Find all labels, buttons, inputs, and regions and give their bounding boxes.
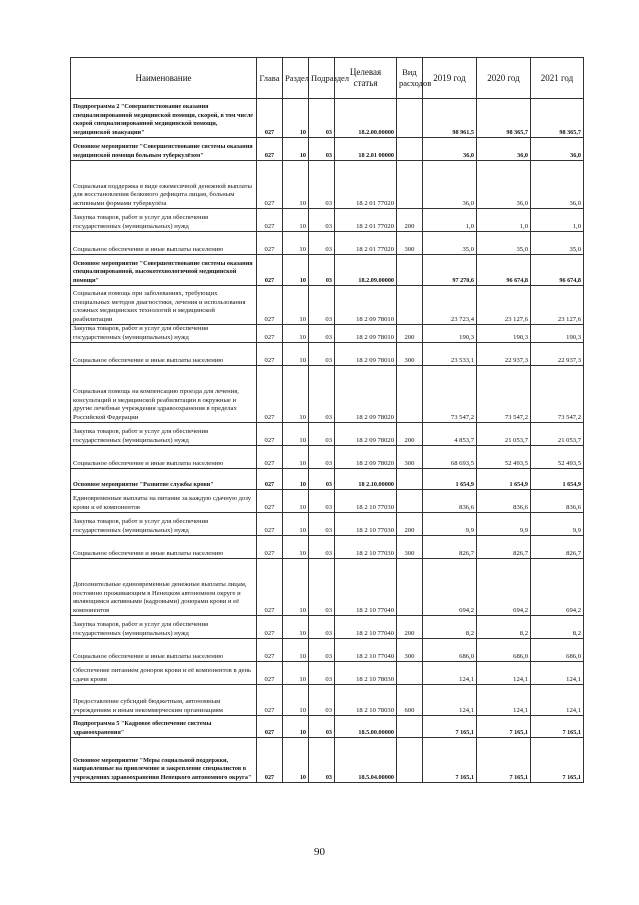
row-expense-type bbox=[397, 286, 423, 325]
row-2020: 694,2 bbox=[477, 559, 531, 616]
row-podrazdel: 03 bbox=[309, 685, 335, 716]
row-podrazdel: 03 bbox=[309, 639, 335, 662]
row-target-code: 18 2 09 78010 bbox=[335, 286, 397, 325]
row-2020: 7 165,1 bbox=[477, 738, 531, 783]
row-podrazdel: 03 bbox=[309, 209, 335, 232]
row-expense-type bbox=[397, 255, 423, 286]
table-row bbox=[71, 423, 584, 446]
row-glava: 027 bbox=[257, 255, 283, 286]
row-razdel: 10 bbox=[283, 366, 309, 423]
row-glava: 027 bbox=[257, 738, 283, 783]
row-2019: 124,1 bbox=[423, 662, 477, 685]
row-glava: 027 bbox=[257, 662, 283, 685]
row-glava: 027 bbox=[257, 343, 283, 366]
row-target-code: 18.5.00.00000 bbox=[335, 716, 397, 738]
row-name: Социальная поддержка в виде ежемесячной денежной выплаты для восстановления белкового дефицита лицам, больным активными формами туберкулёза bbox=[71, 161, 257, 209]
row-2021: 22 937,3 bbox=[531, 343, 584, 366]
row-name: Закупка товаров, работ и услуг для обеспечения государственных (муниципальных) нужд bbox=[71, 209, 257, 232]
row-name: Основное мероприятие "Меры социальной поддержки, направленные на привлечение и закрепление специалистов в учреждениях здравоохранения Ненецкого автономного округа" bbox=[71, 738, 257, 783]
table-row bbox=[71, 513, 584, 536]
table-row bbox=[71, 685, 584, 716]
row-target-code: 18 2 01 77020 bbox=[335, 232, 397, 255]
row-razdel: 10 bbox=[283, 232, 309, 255]
row-podrazdel: 03 bbox=[309, 286, 335, 325]
row-target-code: 18 2 10 77030 bbox=[335, 513, 397, 536]
row-2019: 694,2 bbox=[423, 559, 477, 616]
row-podrazdel: 03 bbox=[309, 559, 335, 616]
row-2020: 36,0 bbox=[477, 138, 531, 161]
row-glava: 027 bbox=[257, 446, 283, 469]
row-2019: 36,0 bbox=[423, 161, 477, 209]
row-2019: 68 693,5 bbox=[423, 446, 477, 469]
row-target-code: 18 2 10 77030 bbox=[335, 490, 397, 513]
row-2019: 23 723,4 bbox=[423, 286, 477, 325]
row-expense-type: 600 bbox=[397, 685, 423, 716]
row-name: Социальное обеспечение и иные выплаты населению bbox=[71, 343, 257, 366]
row-expense-type: 300 bbox=[397, 446, 423, 469]
row-podrazdel: 03 bbox=[309, 99, 335, 138]
row-2020: 1,0 bbox=[477, 209, 531, 232]
row-target-code: 18 2.10.00000 bbox=[335, 469, 397, 490]
row-target-code: 18.2.00.00000 bbox=[335, 99, 397, 138]
row-2019: 23 533,1 bbox=[423, 343, 477, 366]
row-2021: 190,3 bbox=[531, 325, 584, 343]
row-glava: 027 bbox=[257, 716, 283, 738]
row-2020: 98 365,7 bbox=[477, 99, 531, 138]
row-expense-type bbox=[397, 559, 423, 616]
header-vid: Вид расходов bbox=[397, 58, 423, 99]
row-expense-type bbox=[397, 738, 423, 783]
row-podrazdel: 03 bbox=[309, 536, 335, 559]
row-2021: 826,7 bbox=[531, 536, 584, 559]
row-razdel: 10 bbox=[283, 286, 309, 325]
row-2021: 52 493,5 bbox=[531, 446, 584, 469]
row-2019: 686,0 bbox=[423, 639, 477, 662]
row-razdel: 10 bbox=[283, 716, 309, 738]
row-name: Подпрограмма 5 "Кадровое обеспечение системы здравоохранения" bbox=[71, 716, 257, 738]
header-podrazdel: Подраздел bbox=[309, 58, 335, 99]
row-glava: 027 bbox=[257, 639, 283, 662]
row-razdel: 10 bbox=[283, 161, 309, 209]
table-row bbox=[71, 343, 584, 366]
row-expense-type bbox=[397, 469, 423, 490]
row-2021: 1,0 bbox=[531, 209, 584, 232]
row-name: Социальное обеспечение и иные выплаты населению bbox=[71, 536, 257, 559]
row-expense-type bbox=[397, 716, 423, 738]
row-name: Социальная помощь на компенсацию проезда для лечения, консультаций и медицинской реабилитации в окружные и другие лечебные учреждения здравоохранения в пределах Российской Федерации bbox=[71, 366, 257, 423]
row-razdel: 10 bbox=[283, 446, 309, 469]
row-target-code: 18.2.09.00000 bbox=[335, 255, 397, 286]
row-2021: 9,9 bbox=[531, 513, 584, 536]
row-2019: 9,9 bbox=[423, 513, 477, 536]
table-row bbox=[71, 138, 584, 161]
row-podrazdel: 03 bbox=[309, 161, 335, 209]
row-razdel: 10 bbox=[283, 685, 309, 716]
row-2020: 1 654,9 bbox=[477, 469, 531, 490]
row-2019: 8,2 bbox=[423, 616, 477, 639]
row-2021: 35,0 bbox=[531, 232, 584, 255]
row-2021: 7 165,1 bbox=[531, 738, 584, 783]
row-2019: 190,3 bbox=[423, 325, 477, 343]
table-row bbox=[71, 255, 584, 286]
row-name: Социальное обеспечение и иные выплаты населению bbox=[71, 446, 257, 469]
row-target-code: 18 2 09 78010 bbox=[335, 325, 397, 343]
table-row bbox=[71, 469, 584, 490]
row-target-code: 18 2 09 78020 bbox=[335, 423, 397, 446]
row-podrazdel: 03 bbox=[309, 255, 335, 286]
row-razdel: 10 bbox=[283, 209, 309, 232]
row-podrazdel: 03 bbox=[309, 325, 335, 343]
table-row bbox=[71, 209, 584, 232]
budget-table bbox=[70, 57, 584, 783]
row-2020: 22 937,3 bbox=[477, 343, 531, 366]
row-name: Основное мероприятие "Развитие службы крови" bbox=[71, 469, 257, 490]
table-row bbox=[71, 662, 584, 685]
row-razdel: 10 bbox=[283, 738, 309, 783]
row-2020: 836,6 bbox=[477, 490, 531, 513]
row-2019: 7 165,1 bbox=[423, 738, 477, 783]
row-2020: 826,7 bbox=[477, 536, 531, 559]
row-expense-type: 300 bbox=[397, 232, 423, 255]
row-glava: 027 bbox=[257, 366, 283, 423]
row-target-code: 18 2.01 00000 bbox=[335, 138, 397, 161]
row-2020: 73 547,2 bbox=[477, 366, 531, 423]
row-podrazdel: 03 bbox=[309, 138, 335, 161]
row-name: Закупка товаров, работ и услуг для обеспечения государственных (муниципальных) нужд bbox=[71, 423, 257, 446]
row-expense-type bbox=[397, 366, 423, 423]
row-target-code: 18.5.04.00000 bbox=[335, 738, 397, 783]
row-glava: 027 bbox=[257, 513, 283, 536]
row-glava: 027 bbox=[257, 138, 283, 161]
row-target-code: 18 2 10 77040 bbox=[335, 616, 397, 639]
table-row bbox=[71, 639, 584, 662]
row-expense-type: 200 bbox=[397, 616, 423, 639]
row-target-code: 18 2 10 78030 bbox=[335, 662, 397, 685]
row-2020: 36,0 bbox=[477, 161, 531, 209]
page-number: 90 bbox=[314, 846, 325, 858]
row-podrazdel: 03 bbox=[309, 662, 335, 685]
row-expense-type bbox=[397, 662, 423, 685]
row-name: Закупка товаров, работ и услуг для обеспечения государственных (муниципальных) нужд bbox=[71, 616, 257, 639]
row-name: Социальное обеспечение и иные выплаты населению bbox=[71, 639, 257, 662]
row-razdel: 10 bbox=[283, 616, 309, 639]
row-podrazdel: 03 bbox=[309, 738, 335, 783]
row-expense-type: 200 bbox=[397, 209, 423, 232]
row-2020: 52 493,5 bbox=[477, 446, 531, 469]
row-glava: 027 bbox=[257, 99, 283, 138]
row-2019: 73 547,2 bbox=[423, 366, 477, 423]
table-row bbox=[71, 366, 584, 423]
row-2021: 36,0 bbox=[531, 138, 584, 161]
row-2021: 124,1 bbox=[531, 685, 584, 716]
row-glava: 027 bbox=[257, 232, 283, 255]
row-2020: 96 674,8 bbox=[477, 255, 531, 286]
row-2019: 836,6 bbox=[423, 490, 477, 513]
row-razdel: 10 bbox=[283, 255, 309, 286]
row-razdel: 10 bbox=[283, 639, 309, 662]
row-target-code: 18 2 10 77030 bbox=[335, 536, 397, 559]
table-row bbox=[71, 161, 584, 209]
row-podrazdel: 03 bbox=[309, 343, 335, 366]
header-2021: 2021 год bbox=[531, 58, 584, 99]
row-expense-type: 200 bbox=[397, 325, 423, 343]
row-expense-type: 200 bbox=[397, 423, 423, 446]
row-podrazdel: 03 bbox=[309, 490, 335, 513]
row-2020: 8,2 bbox=[477, 616, 531, 639]
row-name: Дополнительные единовременные денежные выплаты лицам, постоянно проживающим в Ненецком автономном округе и являющимся активными (кадровыми) донорами крови и её компонентов bbox=[71, 559, 257, 616]
row-expense-type: 300 bbox=[397, 536, 423, 559]
row-razdel: 10 bbox=[283, 423, 309, 446]
row-2020: 9,9 bbox=[477, 513, 531, 536]
row-expense-type bbox=[397, 138, 423, 161]
row-glava: 027 bbox=[257, 286, 283, 325]
row-glava: 027 bbox=[257, 161, 283, 209]
row-name: Закупка товаров, работ и услуг для обеспечения государственных (муниципальных) нужд bbox=[71, 513, 257, 536]
table-row bbox=[71, 536, 584, 559]
row-name: Социальное обеспечение и иные выплаты населению bbox=[71, 232, 257, 255]
row-expense-type bbox=[397, 99, 423, 138]
row-glava: 027 bbox=[257, 469, 283, 490]
row-2020: 23 127,6 bbox=[477, 286, 531, 325]
row-expense-type: 300 bbox=[397, 639, 423, 662]
row-2019: 4 853,7 bbox=[423, 423, 477, 446]
row-expense-type bbox=[397, 490, 423, 513]
row-2021: 23 127,6 bbox=[531, 286, 584, 325]
row-expense-type: 300 bbox=[397, 343, 423, 366]
table-row bbox=[71, 99, 584, 138]
row-razdel: 10 bbox=[283, 343, 309, 366]
row-2021: 694,2 bbox=[531, 559, 584, 616]
row-glava: 027 bbox=[257, 616, 283, 639]
row-podrazdel: 03 bbox=[309, 446, 335, 469]
table-body bbox=[71, 99, 584, 783]
row-2021: 36,0 bbox=[531, 161, 584, 209]
row-2019: 1,0 bbox=[423, 209, 477, 232]
row-target-code: 18 2 10 78030 bbox=[335, 685, 397, 716]
row-podrazdel: 03 bbox=[309, 716, 335, 738]
row-2021: 1 654,9 bbox=[531, 469, 584, 490]
row-podrazdel: 03 bbox=[309, 366, 335, 423]
table-row bbox=[71, 738, 584, 783]
row-name: Закупка товаров, работ и услуг для обеспечения государственных (муниципальных) нужд bbox=[71, 325, 257, 343]
row-glava: 027 bbox=[257, 325, 283, 343]
table-row bbox=[71, 232, 584, 255]
row-2020: 686,0 bbox=[477, 639, 531, 662]
row-razdel: 10 bbox=[283, 513, 309, 536]
row-2021: 21 053,7 bbox=[531, 423, 584, 446]
table-row bbox=[71, 490, 584, 513]
row-name: Единовременные выплаты на питание за каждую сдачную дозу крови и её компонентов bbox=[71, 490, 257, 513]
row-2020: 35,0 bbox=[477, 232, 531, 255]
row-razdel: 10 bbox=[283, 469, 309, 490]
row-2021: 7 165,1 bbox=[531, 716, 584, 738]
row-2020: 190,3 bbox=[477, 325, 531, 343]
header-glava: Глава bbox=[257, 58, 283, 99]
row-podrazdel: 03 bbox=[309, 232, 335, 255]
row-2020: 21 053,7 bbox=[477, 423, 531, 446]
row-2020: 7 165,1 bbox=[477, 716, 531, 738]
row-2019: 97 270,6 bbox=[423, 255, 477, 286]
row-name: Основное мероприятие "Совершенствование системы оказания специализированной, высокотехнологичной медицинской помощи" bbox=[71, 255, 257, 286]
row-2021: 96 674,8 bbox=[531, 255, 584, 286]
row-2021: 98 365,7 bbox=[531, 99, 584, 138]
header-name: Наименование bbox=[71, 58, 257, 99]
row-expense-type: 200 bbox=[397, 513, 423, 536]
row-glava: 027 bbox=[257, 559, 283, 616]
table-row bbox=[71, 446, 584, 469]
row-glava: 027 bbox=[257, 490, 283, 513]
header-statya: Целевая статья bbox=[335, 58, 397, 99]
table-row bbox=[71, 716, 584, 738]
row-razdel: 10 bbox=[283, 662, 309, 685]
row-2019: 98 961,5 bbox=[423, 99, 477, 138]
row-razdel: 10 bbox=[283, 138, 309, 161]
header-razdel: Раздел bbox=[283, 58, 309, 99]
row-podrazdel: 03 bbox=[309, 423, 335, 446]
row-2021: 73 547,2 bbox=[531, 366, 584, 423]
row-2020: 124,1 bbox=[477, 662, 531, 685]
row-glava: 027 bbox=[257, 536, 283, 559]
header-2019: 2019 год bbox=[423, 58, 477, 99]
row-glava: 027 bbox=[257, 423, 283, 446]
row-2019: 7 165,1 bbox=[423, 716, 477, 738]
row-razdel: 10 bbox=[283, 99, 309, 138]
row-name: Социальная помощь при заболеваниях, требующих специальных методов диагностики, лечения и использования сложных медицинских технологий и медицинской реабилитации bbox=[71, 286, 257, 325]
table-row bbox=[71, 286, 584, 325]
row-2021: 8,2 bbox=[531, 616, 584, 639]
table-row bbox=[71, 616, 584, 639]
row-2019: 826,7 bbox=[423, 536, 477, 559]
row-target-code: 18 2 01 77020 bbox=[335, 161, 397, 209]
table-row bbox=[71, 325, 584, 343]
row-2019: 35,0 bbox=[423, 232, 477, 255]
row-name: Предоставление субсидий бюджетным, автономным учреждениям и иным некоммерческим организациям bbox=[71, 685, 257, 716]
row-target-code: 18 2 09 78020 bbox=[335, 366, 397, 423]
row-glava: 027 bbox=[257, 685, 283, 716]
row-target-code: 18 2 09 78010 bbox=[335, 343, 397, 366]
row-name: Обеспечение питанием доноров крови и её компонентов в день сдачи крови bbox=[71, 662, 257, 685]
row-name: Основное мероприятие "Совершенствование системы оказания медицинской помощи больным туберкулёзом" bbox=[71, 138, 257, 161]
row-2021: 686,0 bbox=[531, 639, 584, 662]
row-target-code: 18 2 10 77040 bbox=[335, 639, 397, 662]
row-razdel: 10 bbox=[283, 536, 309, 559]
row-target-code: 18 2 01 77020 bbox=[335, 209, 397, 232]
row-target-code: 18 2 09 78020 bbox=[335, 446, 397, 469]
row-2020: 124,1 bbox=[477, 685, 531, 716]
row-podrazdel: 03 bbox=[309, 616, 335, 639]
table-header-row bbox=[71, 58, 584, 99]
row-2019: 1 654,9 bbox=[423, 469, 477, 490]
row-podrazdel: 03 bbox=[309, 469, 335, 490]
row-glava: 027 bbox=[257, 209, 283, 232]
row-razdel: 10 bbox=[283, 490, 309, 513]
row-razdel: 10 bbox=[283, 325, 309, 343]
row-expense-type bbox=[397, 161, 423, 209]
row-2019: 36,0 bbox=[423, 138, 477, 161]
row-target-code: 18 2 10 77040 bbox=[335, 559, 397, 616]
row-2021: 836,6 bbox=[531, 490, 584, 513]
row-podrazdel: 03 bbox=[309, 513, 335, 536]
row-razdel: 10 bbox=[283, 559, 309, 616]
row-2019: 124,1 bbox=[423, 685, 477, 716]
row-name: Подпрограмма 2 "Совершенствование оказания специализированной медицинской помощи, скорой, в том числе скорой специализированной медицинской помощи, медицинской эвакуации" bbox=[71, 99, 257, 138]
header-2020: 2020 год bbox=[477, 58, 531, 99]
row-2021: 124,1 bbox=[531, 662, 584, 685]
table-row bbox=[71, 559, 584, 616]
